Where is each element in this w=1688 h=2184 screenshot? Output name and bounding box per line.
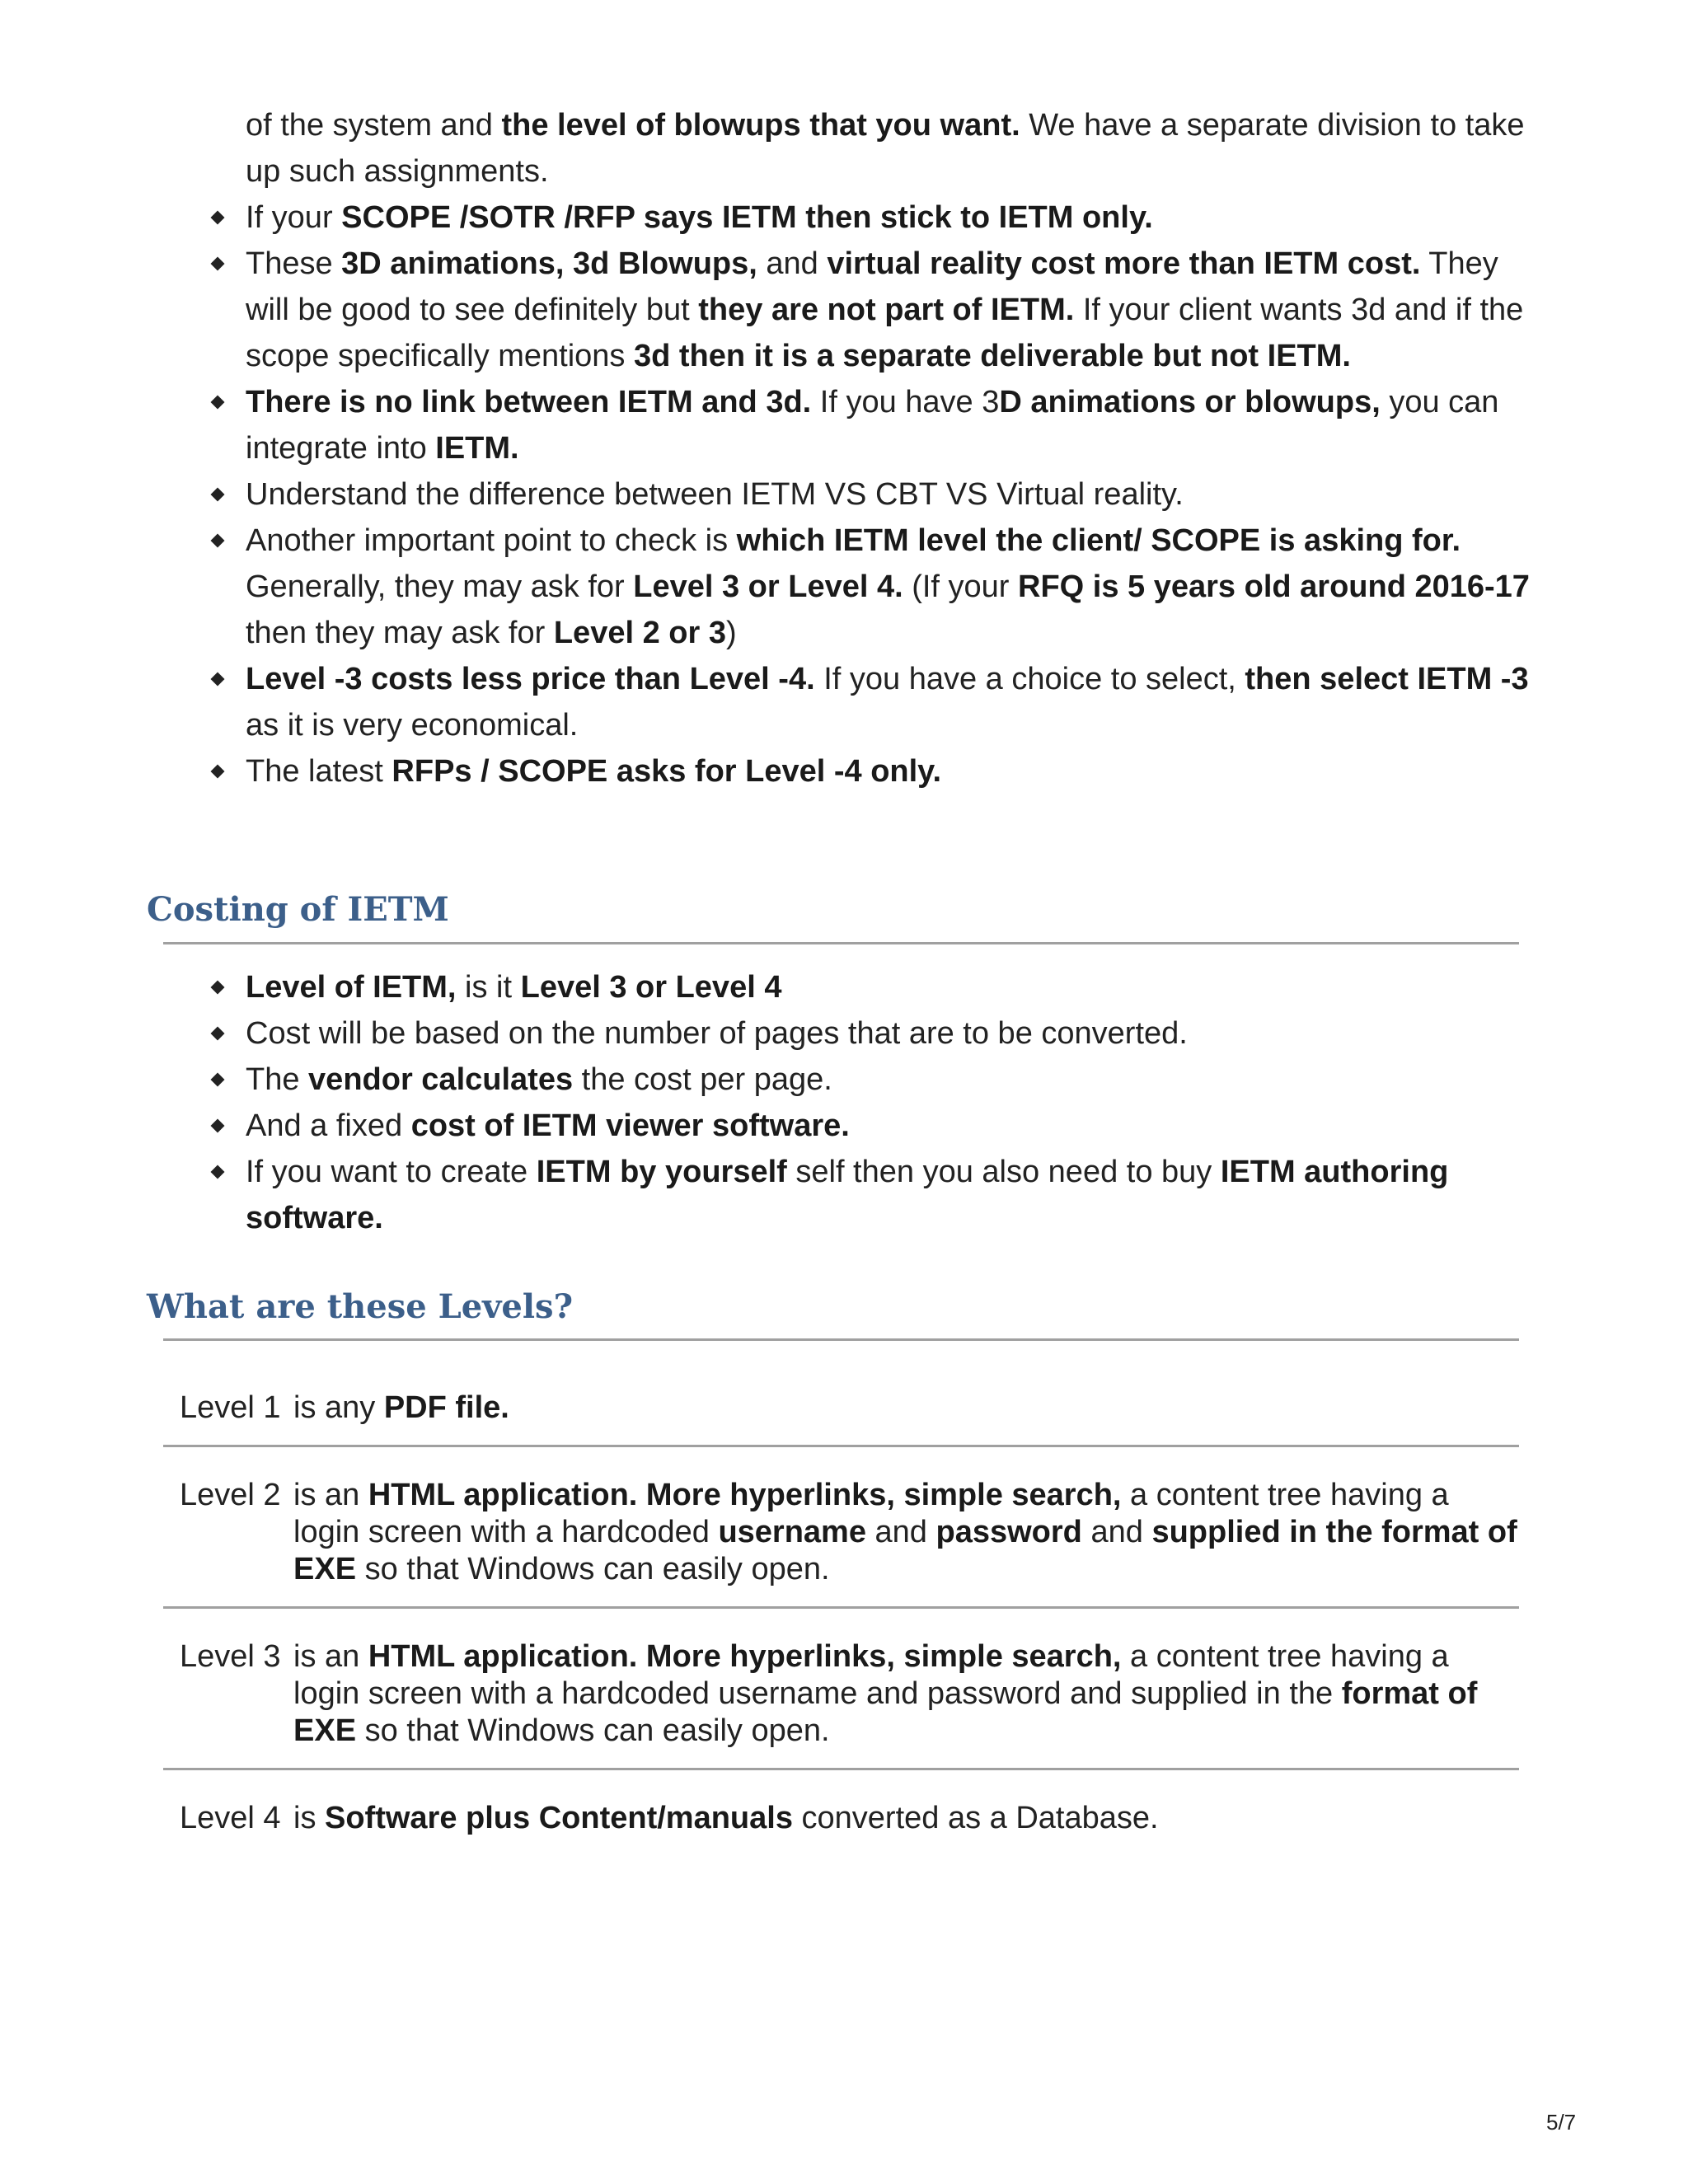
list2-item (246, 964, 1531, 1010)
diamond-bullet-icon (211, 1073, 225, 1087)
diamond-bullet-icon (211, 765, 225, 779)
level-row (163, 1446, 1519, 1608)
level-description (293, 1446, 1519, 1608)
intro-text-run-bold: the level of blowups that you want. (501, 108, 1020, 143)
intro-text-run: of the system and (246, 108, 502, 143)
level-label: Level 4 (180, 1801, 281, 1835)
list2-item-text-run: The (246, 1062, 309, 1097)
list1-item-text-run-bold: RFPs / SCOPE asks for Level -4 only. (392, 754, 942, 789)
diamond-bullet-icon (211, 534, 225, 548)
list2-item-text-run-bold: cost of IETM viewer software. (410, 1108, 850, 1143)
level-description-text-run: so that Windows can easily open. (356, 1713, 830, 1748)
list2-item-text-run: self then you also need to buy (786, 1155, 1221, 1189)
list1-item-text-run: and (757, 246, 828, 281)
costing-heading-rule (163, 942, 1519, 944)
list2-item-text-run: is it (456, 970, 521, 1005)
level-label: Level 1 (180, 1390, 281, 1425)
list2-item-text-run-bold: IETM authoring software. (246, 1155, 1449, 1235)
list1-item-text-run-bold: which IETM level the client/ SCOPE is asking for. (736, 523, 1461, 558)
diamond-bullet-icon (211, 211, 225, 225)
level-description-text-run: a content tree having a login screen with a hardcoded username and password and supplied in the (293, 1639, 1449, 1711)
costing-bullet-list (246, 964, 1531, 1241)
list2-item (246, 1103, 1531, 1149)
diamond-bullet-icon (211, 257, 225, 271)
level-description (293, 1769, 1519, 1856)
diamond-bullet-icon (211, 1119, 225, 1133)
level-description (293, 1360, 1519, 1446)
list1-item (246, 518, 1531, 656)
list2-item-text-run-bold: IETM by yourself (536, 1155, 787, 1189)
list1-item (246, 656, 1531, 748)
level-description-text-run-bold: HTML application. More hyperlinks, simple search, (368, 1478, 1122, 1512)
list1-item-text-run-bold: Level 3 or Level 4. (633, 569, 903, 604)
list1-item-text-run-bold: 3D animations, 3d Blowups, (341, 246, 757, 281)
list2-item (246, 1010, 1531, 1057)
list1-item-text-run-bold: Level 2 or 3 (553, 616, 726, 650)
level-label: Level 3 (180, 1639, 281, 1674)
level-description-text-run: converted as a Database. (792, 1801, 1159, 1835)
list1-item-text-run-bold: then select IETM -3 (1245, 662, 1529, 696)
list1-item-text-run: If you have 3 (811, 385, 1000, 419)
list1-item-text-run: you can integrate into (246, 385, 1499, 466)
list1-item (246, 241, 1531, 379)
level-description-text-run: is an (293, 1478, 368, 1512)
level-label: Level 2 (180, 1478, 281, 1512)
diamond-bullet-icon (211, 396, 225, 410)
list1-item-text-run: Another important point to check is (246, 523, 737, 558)
list1-item-text-run: They will be good to see definitely but (246, 246, 1498, 327)
level-row (163, 1608, 1519, 1769)
list1-item (246, 379, 1531, 471)
diamond-bullet-icon (211, 1027, 225, 1041)
level-description-text-run: is an (293, 1639, 368, 1674)
list1-item-text-run: These (246, 246, 342, 281)
level-description-text-run: and (1081, 1515, 1152, 1549)
list1-item-text-run: The latest (246, 754, 392, 789)
level-description-text-run: is any (293, 1390, 384, 1425)
list1-item-text-run-bold: RFQ is 5 years old around 2016-17 (1018, 569, 1530, 604)
level-description-text-run-bold: Software plus Content/manuals (325, 1801, 793, 1835)
level-description-text-run: so that Windows can easily open. (356, 1552, 830, 1586)
list1-item-text-run-bold: 3d then it is a separate deliverable but not IETM. (634, 339, 1351, 373)
diamond-bullet-icon (211, 488, 225, 502)
list2-item-text-run: Cost will be based on the number of pages that are to be converted. (246, 1016, 1188, 1051)
list2-item-text-run: If you want to create (246, 1155, 537, 1189)
diamond-bullet-icon (211, 673, 225, 687)
list1-item-text-run-bold: Level -3 costs less price than Level -4. (246, 662, 815, 696)
list2-item (246, 1149, 1531, 1241)
level-description-text-run-bold: password (935, 1515, 1082, 1549)
list1-item-text-run: then they may ask for (246, 616, 554, 650)
list1-item (246, 194, 1531, 241)
list1-item-text-run: (If your (903, 569, 1019, 604)
list1-item-text-run: If your (246, 200, 342, 235)
list1-item-text-run-bold: they are not part of IETM. (698, 293, 1075, 327)
level-description-text-run: a content tree having a login screen with a hardcoded (293, 1478, 1449, 1549)
level-description-text-run-bold: supplied in the format of EXE (293, 1515, 1517, 1586)
list1-item-text-run: Understand the difference between IETM VS CBT VS Virtual reality. (246, 477, 1184, 512)
level-description-text-run: is (293, 1801, 325, 1835)
level-description-text-run-bold: username (718, 1515, 866, 1549)
level-description-text-run-bold: HTML application. More hyperlinks, simple search, (368, 1639, 1122, 1674)
list1-item-text-run: ) (725, 616, 737, 650)
list1-item-text-run-bold: D animations or blowups, (999, 385, 1381, 419)
levels-heading-rule (163, 1338, 1519, 1341)
list1-item-text-run: If your client wants 3d and if the scope specifically mentions (246, 293, 1524, 373)
list2-item-text-run: And a fixed (246, 1108, 411, 1143)
level-description-text-run: and (865, 1515, 936, 1549)
intro-text-run: We have a separate division to take up such assignments. (246, 108, 1525, 189)
list1-item (246, 471, 1531, 518)
list1-item (246, 748, 1531, 794)
list2-item-text-run-bold: Level 3 or Level 4 (520, 970, 782, 1005)
level-description-text-run-bold: format of EXE (293, 1676, 1478, 1748)
diamond-bullet-icon (211, 1165, 225, 1179)
level-row (163, 1360, 1519, 1446)
list1-item-text-run-bold: SCOPE /SOTR /RFP says IETM then stick to IETM only. (341, 200, 1153, 235)
page-number: 5/7 (1546, 2110, 1577, 2135)
list2-item-text-run-bold: Level of IETM, (246, 970, 457, 1005)
costing-heading: Costing of IETM (147, 890, 449, 929)
diamond-bullet-icon (211, 981, 225, 995)
list2-item (246, 1057, 1531, 1103)
list2-item-text-run: the cost per page. (573, 1062, 832, 1097)
list1-item-text-run-bold: IETM. (435, 431, 519, 466)
list1-item-text-run-bold: virtual reality cost more than IETM cost. (827, 246, 1421, 281)
requirements-bullet-list (246, 194, 1531, 794)
levels-heading: What are these Levels? (147, 1287, 574, 1326)
list1-item-text-run-bold: There is no link between IETM and 3d. (246, 385, 812, 419)
list1-item-text-run: Generally, they may ask for (246, 569, 634, 604)
intro-paragraph (246, 102, 1531, 194)
levels-table (163, 1360, 1519, 1855)
list1-item-text-run: If you have a choice to select, (814, 662, 1245, 696)
level-description-text-run-bold: PDF file. (383, 1390, 509, 1425)
level-description (293, 1608, 1519, 1769)
list1-item-text-run: as it is very economical. (246, 708, 579, 743)
level-row (163, 1769, 1519, 1856)
list2-item-text-run-bold: vendor calculates (308, 1062, 574, 1097)
